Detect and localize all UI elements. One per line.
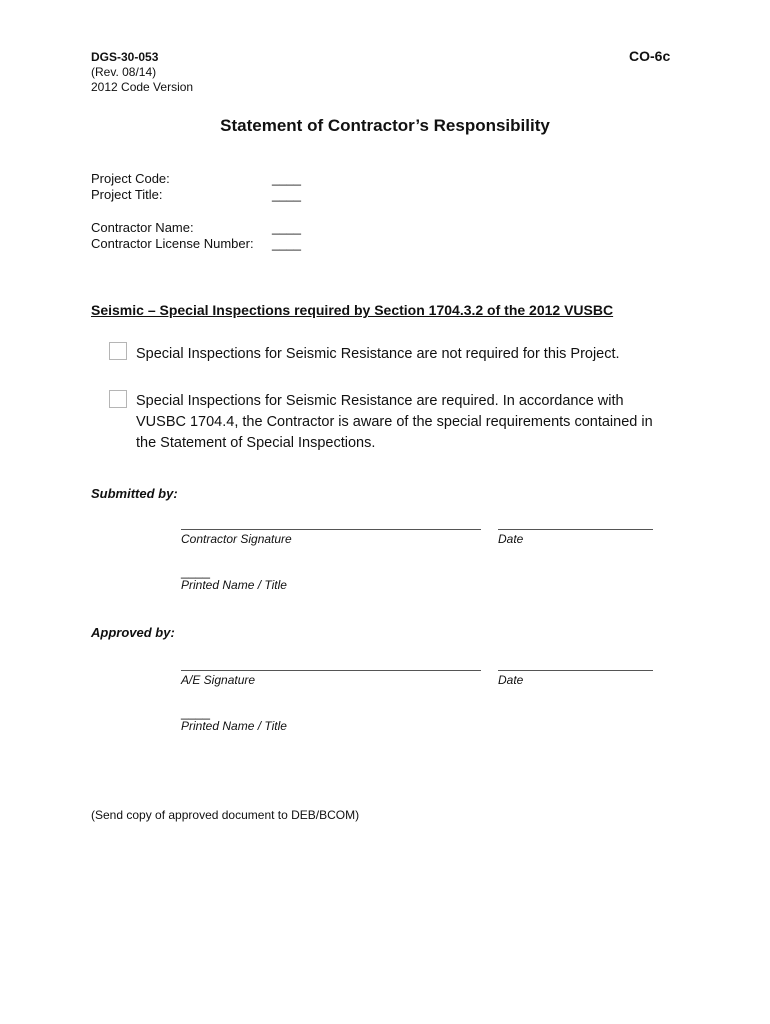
contractor-signature-line[interactable] <box>181 529 481 530</box>
required-text-line1: Special Inspections for Seismic Resistance are required. In accordance with <box>136 393 624 409</box>
code-version: 2012 Code Version <box>91 80 194 94</box>
submitted-by-label: Submitted by: <box>91 486 178 501</box>
ae-date-line[interactable] <box>498 670 653 671</box>
not-required-text: Special Inspections for Seismic Resistance are not required for this Project. <box>136 346 620 362</box>
contractor-date-line[interactable] <box>498 529 653 530</box>
form-number: DGS-30-053 <box>91 50 159 64</box>
section-heading: Seismic – Special Inspections required by Section 1704.3.2 of the 2012 VUSBC <box>91 302 614 318</box>
contractor-signature-caption: Contractor Signature <box>181 532 292 546</box>
approved-by-label: Approved by: <box>91 625 175 640</box>
contractor-license-field[interactable]: ____ <box>272 236 301 251</box>
ae-printed-name-field[interactable]: ____ <box>181 705 210 720</box>
ae-date-caption: Date <box>498 673 524 687</box>
contractor-printed-name-field[interactable]: ____ <box>181 564 210 579</box>
ae-signature-line[interactable] <box>181 670 481 671</box>
project-code-label: Project Code: <box>91 171 170 186</box>
page-title: Statement of Contractor’s Responsibility <box>220 116 550 135</box>
contractor-name-field[interactable]: ____ <box>272 220 301 235</box>
project-title-field[interactable]: ____ <box>272 187 301 202</box>
ae-signature-caption: A/E Signature <box>181 673 256 687</box>
contractor-date-caption: Date <box>498 532 524 546</box>
form-code: CO-6c <box>629 48 671 64</box>
ae-printed-name-caption: Printed Name / Title <box>181 719 287 733</box>
contractor-printed-name-caption: Printed Name / Title <box>181 578 287 592</box>
not-required-checkbox[interactable] <box>109 342 127 360</box>
contractor-license-label: Contractor License Number: <box>91 236 254 251</box>
contractor-name-label: Contractor Name: <box>91 220 194 235</box>
project-title-label: Project Title: <box>91 187 163 202</box>
required-text-line2: VUSBC 1704.4, the Contractor is aware of the special requirements contained in <box>136 414 653 430</box>
required-text-line3: the Statement of Special Inspections. <box>136 435 376 451</box>
project-code-field[interactable]: ____ <box>272 171 301 186</box>
footer-note: (Send copy of approved document to DEB/BCOM) <box>91 808 360 822</box>
required-checkbox[interactable] <box>109 390 127 408</box>
revision: (Rev. 08/14) <box>91 65 157 79</box>
